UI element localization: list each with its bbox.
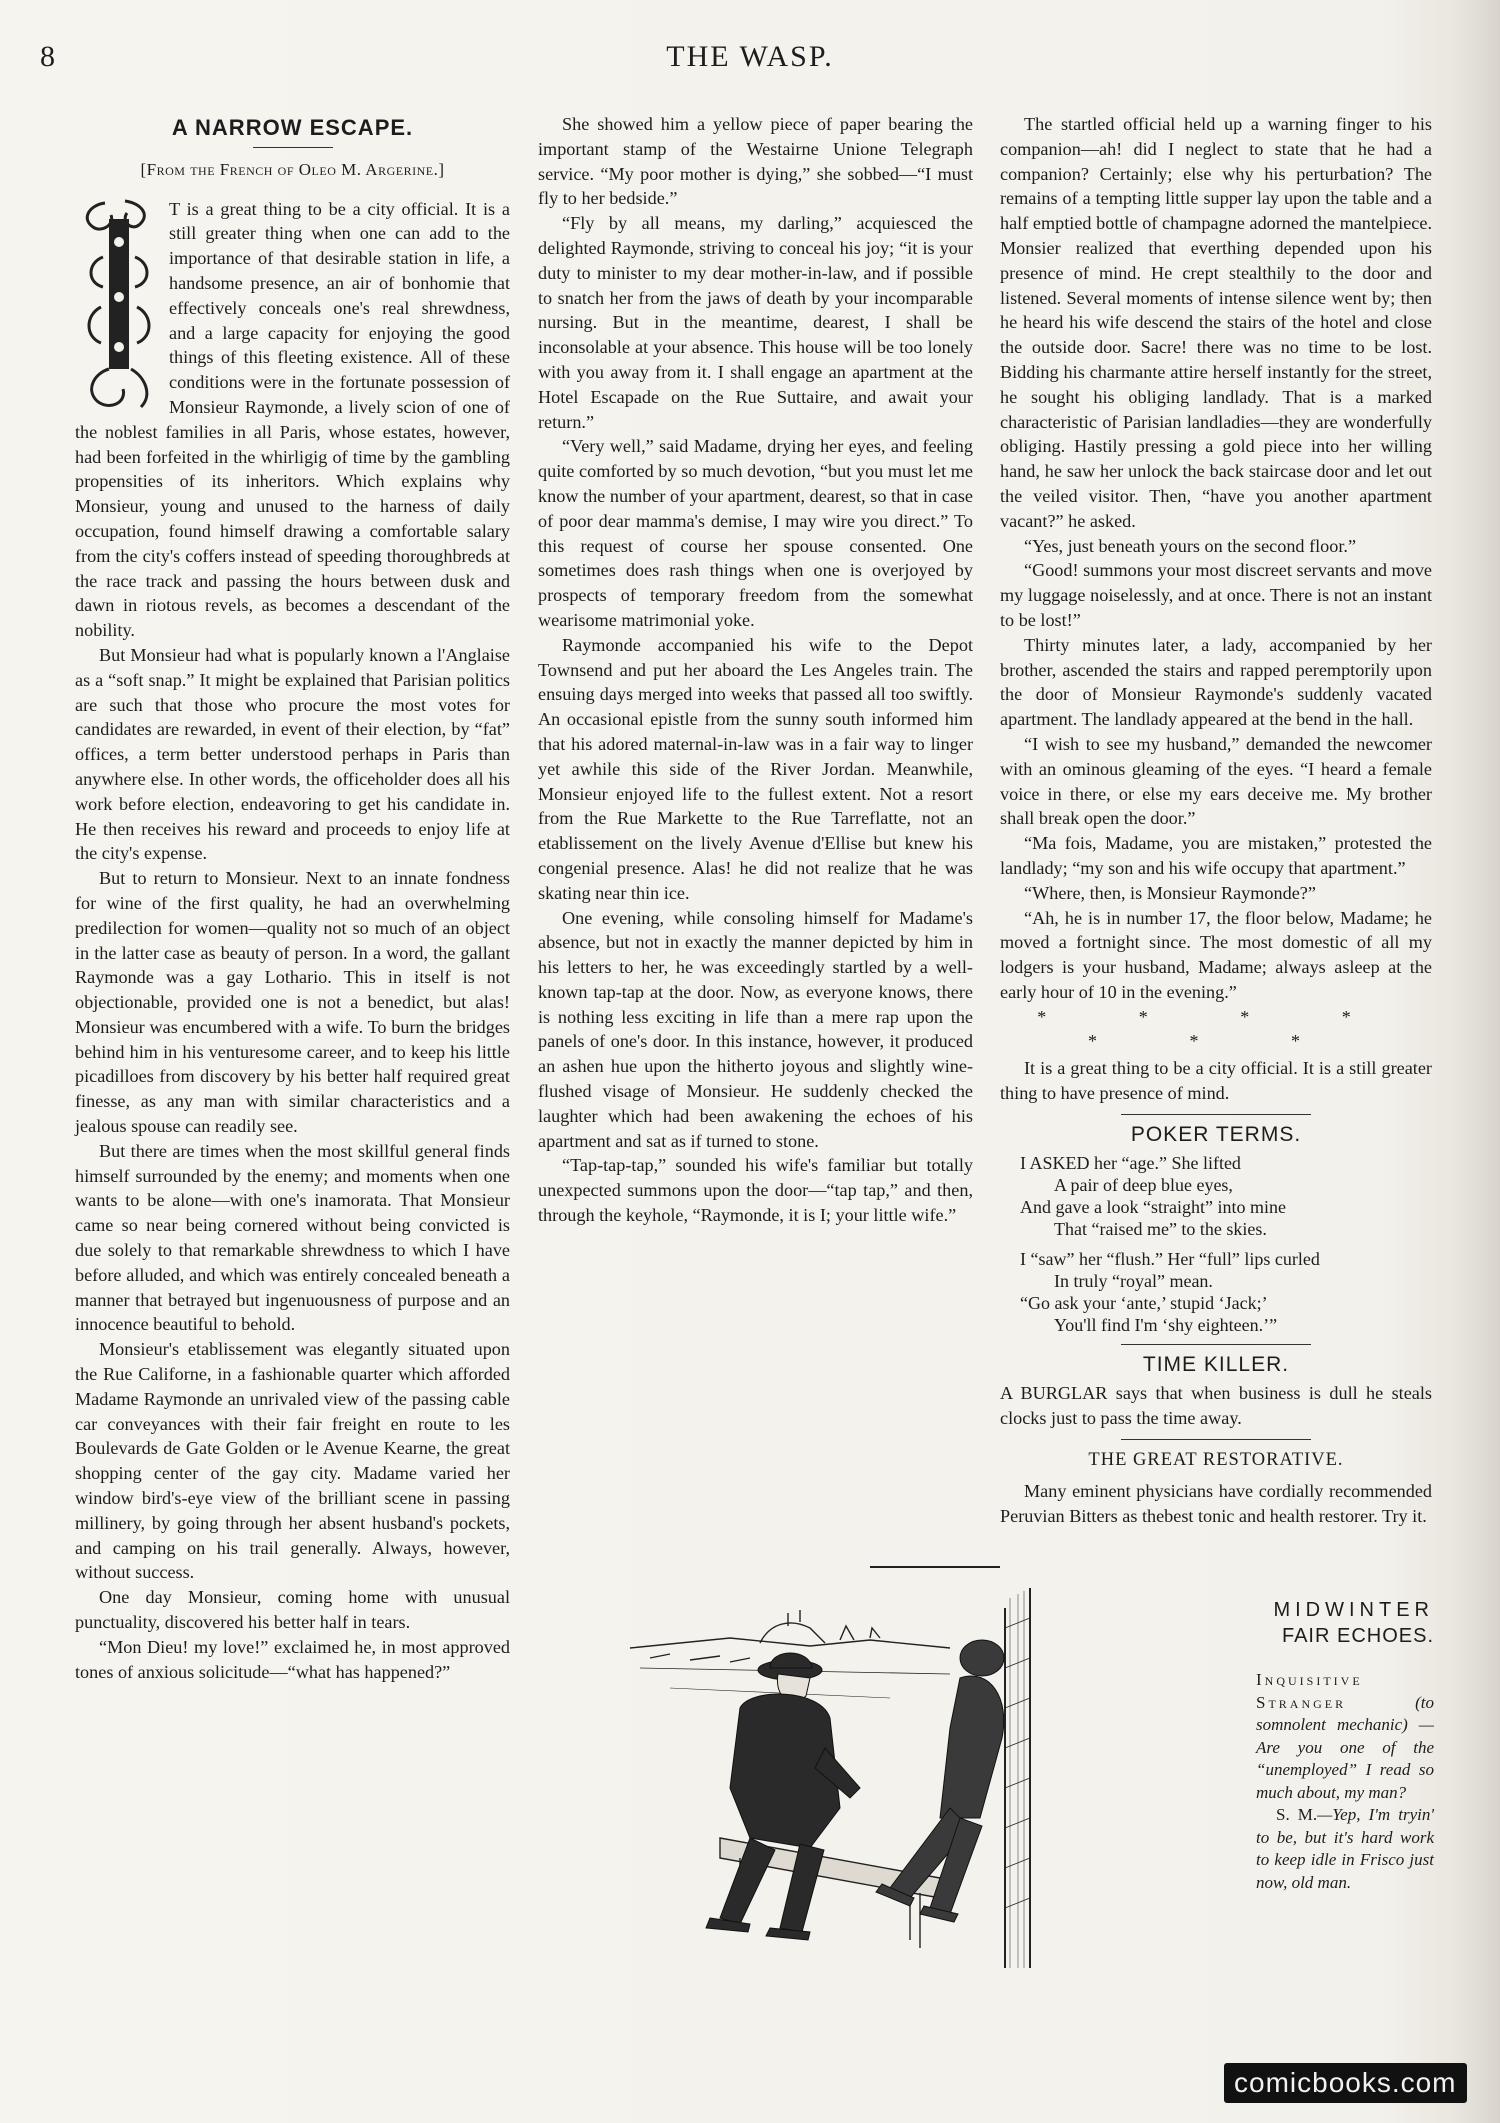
column-1 [75, 112, 510, 1684]
stage-direction: (to somnolent mechanic) [1256, 1692, 1434, 1734]
article-source: [From the French of Oleo M. Argerine.] [140, 159, 445, 179]
paragraph: “Very well,” said Madame, drying her eyes, and feeling quite comforted by so much devotion, “but you must let me know the number of your apartment, dearest, so that in case of poor dear mamma's demise, I may wire you direct.” To this request of course her spouse consented. One sometimes does rash things when one is overjoyed by prospects of temporary freedom from the somewhat wearisome matrimonial yoke. [538, 436, 973, 630]
column-3 [1000, 112, 1432, 1528]
paragraph: “I wish to see my husband,” demanded the newcomer with an ominous gleaming of the eyes. “I heard a female voice in there, or else my ears deceive me. My brother shall break open the door.” [1000, 733, 1432, 829]
poem-line: A pair of deep blue eyes, [1054, 1174, 1233, 1195]
midwinter-fair-illustration [610, 1588, 1225, 1968]
paragraph: “Ma fois, Madame, you are mistaken,” protested the landlady; “my son and his wife occupy that apartment.” [1000, 833, 1432, 878]
time-killer-text: A BURGLAR says that when business is dull he steals clocks just to pass the time away. [1000, 1383, 1432, 1429]
paragraph: “Yes, just beneath yours on the second floor.” [1024, 535, 1357, 556]
section-stars: * * * * * * * [1037, 1006, 1395, 1052]
page-number: 8 [40, 40, 55, 73]
ornate-dropcap-initial [75, 197, 161, 417]
article-title: A NARROW ESCAPE. [171, 115, 414, 140]
section-rule [1121, 1344, 1311, 1345]
paragraph: “Tap-tap-tap,” sounded his wife's familiar but totally unexpected summons upon the door—“tap tap,” and then, through the keyhole, “Raymonde, it is I; your little wife.” [538, 1155, 973, 1226]
paragraph: “Mon Dieu! my love!” exclaimed he, in most approved tones of anxious solicitude—“what has happened?” [75, 1636, 510, 1682]
time-killer-title: TIME KILLER. [1142, 1352, 1290, 1376]
section-rule [1121, 1439, 1311, 1440]
paragraph: But to return to Monsieur. Next to an innate fondness for wine of the first quality, he had an overwhelming predilection for women—quality not so much of an object in the latter case as beauty of person. In a word, the gallant Raymonde was a gay Lothario. This in itself is not objectionable, provided one is not a benedict, but alas! Monsieur was encumbered with a wife. To burn the bridges behind him in his venturesome career, and to keep his little picadilloes from discovery by his better half required great finesse, as any man with similar characteristics and a jealous spouse can readily see. [75, 868, 510, 1137]
illustration-rule [870, 1566, 1000, 1568]
paragraph: But Monsieur had what is popularly known a l'Anglaise as a “soft snap.” It might be explained that Parisian politics are such that those who procure the most votes for candidates are rewarded, in event of their election, by “fat” offices, a term better understood perhaps in Paris than anywhere else. In other words, the officeholder does all his work before election, endeavoring to get his candidate in. He then receives his reward and proceeds to enjoy life at the city's expense. [75, 644, 510, 864]
poem-line: That “raised me” to the skies. [1054, 1218, 1267, 1239]
paragraph: She showed him a yellow piece of paper bearing the important stamp of the Westairne Unione Telegraph service. “My poor mother is dying,” she sobbed—“I must fly to her bedside.” [538, 114, 973, 209]
poem-line: “Go ask your ‘ante,’ stupid ‘Jack;’ [1020, 1292, 1268, 1313]
sidebar-dialogue-answer [1256, 1804, 1434, 1894]
speaker-label: Inquisitive Stranger [1256, 1670, 1363, 1712]
paragraph: Thirty minutes later, a lady, accompanied by her brother, ascended the stairs and rapped peremptorily upon the door of Monsieur Raymonde's suddenly vacated apartment. The landlady appeared at the bend in the hall. [1000, 634, 1432, 730]
sidebar-title-line1: MIDWINTER [1273, 1599, 1434, 1621]
site-watermark: comicbooks.com [1224, 2063, 1467, 2103]
paragraph: T is a great thing to be a city official. It is a still greater thing when one can add to the importance of that desirable station in life, a handsome presence, an air of bonhomie that effectively conceals one's real shrewdness, and a large capacity for enjoying the good things of this fleeting existence. All of these conditions were in the fortunate possession of Monsieur Raymonde, a lively scion of one of the noblest families in all Paris, whose estates, however, had been forfeited in the whirligig of time by the gambling propensities of its inheritors. Which explains why Monsieur, young and unused to the harness of daily occupation, found himself drawing a comfortable salary from the city's coffers instead of speeding thoroughbreds at the race track and passing the hours between dusk and dawn in riotous revels, as becomes a descendant of the nobility. [75, 198, 510, 641]
paragraph: The startled official held up a warning finger to his companion—ah! did I neglect to state that he had a companion? Certainly; else why his perturbation? The remains of a tempting little supper lay upon the table and a half emptied bottle of champagne adorned the mantelpiece. Monsier realized that everthing depended upon his presence of mind. He crept stealthily to the door and listened. Several moments of intense silence went by; then he heard his wife descend the stairs of the hotel and close the outside door. Sacre! there was no time to be lost. Bidding his charmante attire herself instantly for the street, he sought his obliging landlady. That is a marked characteristic of Parisian landladies—they are wonderfully obliging. Hastily pressing a gold piece into her willing hand, he saw her unlock the back staircase door and let out the veiled visitor. Then, “have you another apartment vacant?” he asked. [1000, 114, 1432, 531]
question-text: — Are you one of the “unemployed” I read so much about, my man? [1256, 1715, 1434, 1802]
sidebar-title-line2: FAIR ECHOES. [1281, 1625, 1434, 1647]
paragraph: “Fly by all means, my darling,” acquiesced the delighted Raymonde, striving to conceal his joy; “it is your duty to minister to my dear mother-in-law, and if possible to snatch her from the jaws of death by your incomparable nursing. But in the meantime, dearest, I shall be inconsolable at your absence. This house will be too lonely with you away from it. I shall engage an apartment at the Hotel Escapade on the Rue Suttaire, and await your return.” [538, 213, 973, 432]
publication-title: THE WASP. [666, 40, 834, 73]
restorative-title: THE GREAT RESTORATIVE. [1088, 1450, 1344, 1471]
poker-terms-poem [1020, 1152, 1432, 1336]
poem-line: I “saw” her “flush.” Her “full” lips curled [1020, 1248, 1320, 1269]
paragraph: “Ah, he is in number 17, the floor below, Madame; he moved a fortnight since. The most domestic of all my lodgers is your husband, Madame; always asleep at the early hour of 10 in the evening.” [1000, 907, 1432, 1002]
section-rule [1121, 1114, 1311, 1115]
paragraph: “Good! summons your most discreet servants and move my luggage noiselessly, and at once. There is not an instant to be lost!” [1000, 560, 1432, 630]
poem-line: I ASKED her “age.” She lifted [1020, 1152, 1241, 1173]
paragraph: “Where, then, is Monsieur Raymonde?” [1024, 882, 1316, 903]
column-2 [538, 112, 973, 1228]
sidebar-dialogue-question [1256, 1669, 1434, 1804]
poem-line: You'll find I'm ‘shy eighteen.’” [1054, 1314, 1278, 1335]
poem-line: In truly “royal” mean. [1054, 1270, 1213, 1291]
answer-text: —Yep, I'm tryin' to be, but it's hard work to keep idle in Frisco just now, old man. [1256, 1805, 1434, 1892]
poem-line: And gave a look “straight” into mine [1020, 1196, 1286, 1217]
paragraph: One day Monsieur, coming home with unusual punctuality, discovered his better half in tears. [75, 1587, 510, 1633]
speaker-label: S. M. [1276, 1805, 1318, 1824]
title-rule [253, 147, 333, 148]
paragraph: Monsieur's etablissement was elegantly situated upon the Rue Californe, in a fashionable quarter which afforded Madame Raymonde an unrivaled view of the passing cable car conveyances with their fair freight en route to les Boulevards de Gate Golden or le Avenue Kearne, the great shopping center of the gay city. Madame varied her window bird's-eye view of the brilliant scene in passing millinery, by going through her absent husband's pockets, and camping on his trail generally. Always, however, without success. [75, 1339, 510, 1583]
closing-paragraph: It is a great thing to be a city official. It is a still greater thing to have presence of mind. [1000, 1058, 1432, 1104]
restorative-text: Many eminent physicians have cordially recommended Peruvian Bitters as thebest tonic and health restorer. Try it. [1000, 1480, 1432, 1526]
paragraph: Raymonde accompanied his wife to the Depot Townsend and put her aboard the Les Angeles train. The ensuing days merged into weeks that passed all too swiftly. An occasional epistle from the sunny south informed him that his adored maternal-in-law was in a fair way to linger yet awhile this side of the River Jordan. Meanwhile, Monsieur enjoyed life to the fullest extent. Not a resort from the Rue Markette to the Rue Tarreflatte, not an etablissement on the lively Avenue d'Ellise but knew his congenial presence. Alas! he did not realize that he was skating near thin ice. [538, 634, 973, 903]
midwinter-sidebar [1256, 1597, 1434, 1894]
paragraph: One evening, while consoling himself for Madame's absence, but not in exactly the manner depicted by him in his letters to her, he was exceedingly startled by a well-known tap-tap at the door. Now, as everyone knows, there is nothing less exciting in life than a mere rap upon the panels of one's door. In this instance, however, it produced an ashen hue upon the hitherto joyous and slightly wine-flushed visage of Monsieur. He suddenly checked the laughter which had been awakening the echoes of his apartment and sat as if turned to stone. [538, 907, 973, 1151]
paragraph: But there are times when the most skillful general finds himself surrounded by the enemy; and moments when one wants to be alone—with one's inamorata. That Monsieur came so near being cornered without being convicted is due solely to that remarkable shrewdness to which I have before alluded, and which was entirely concealed beneath a manner that betrayed but ingenuousness of purpose and an innocence beautiful to behold. [75, 1140, 510, 1335]
masthead [40, 40, 1460, 80]
poker-terms-title: POKER TERMS. [1130, 1122, 1302, 1146]
